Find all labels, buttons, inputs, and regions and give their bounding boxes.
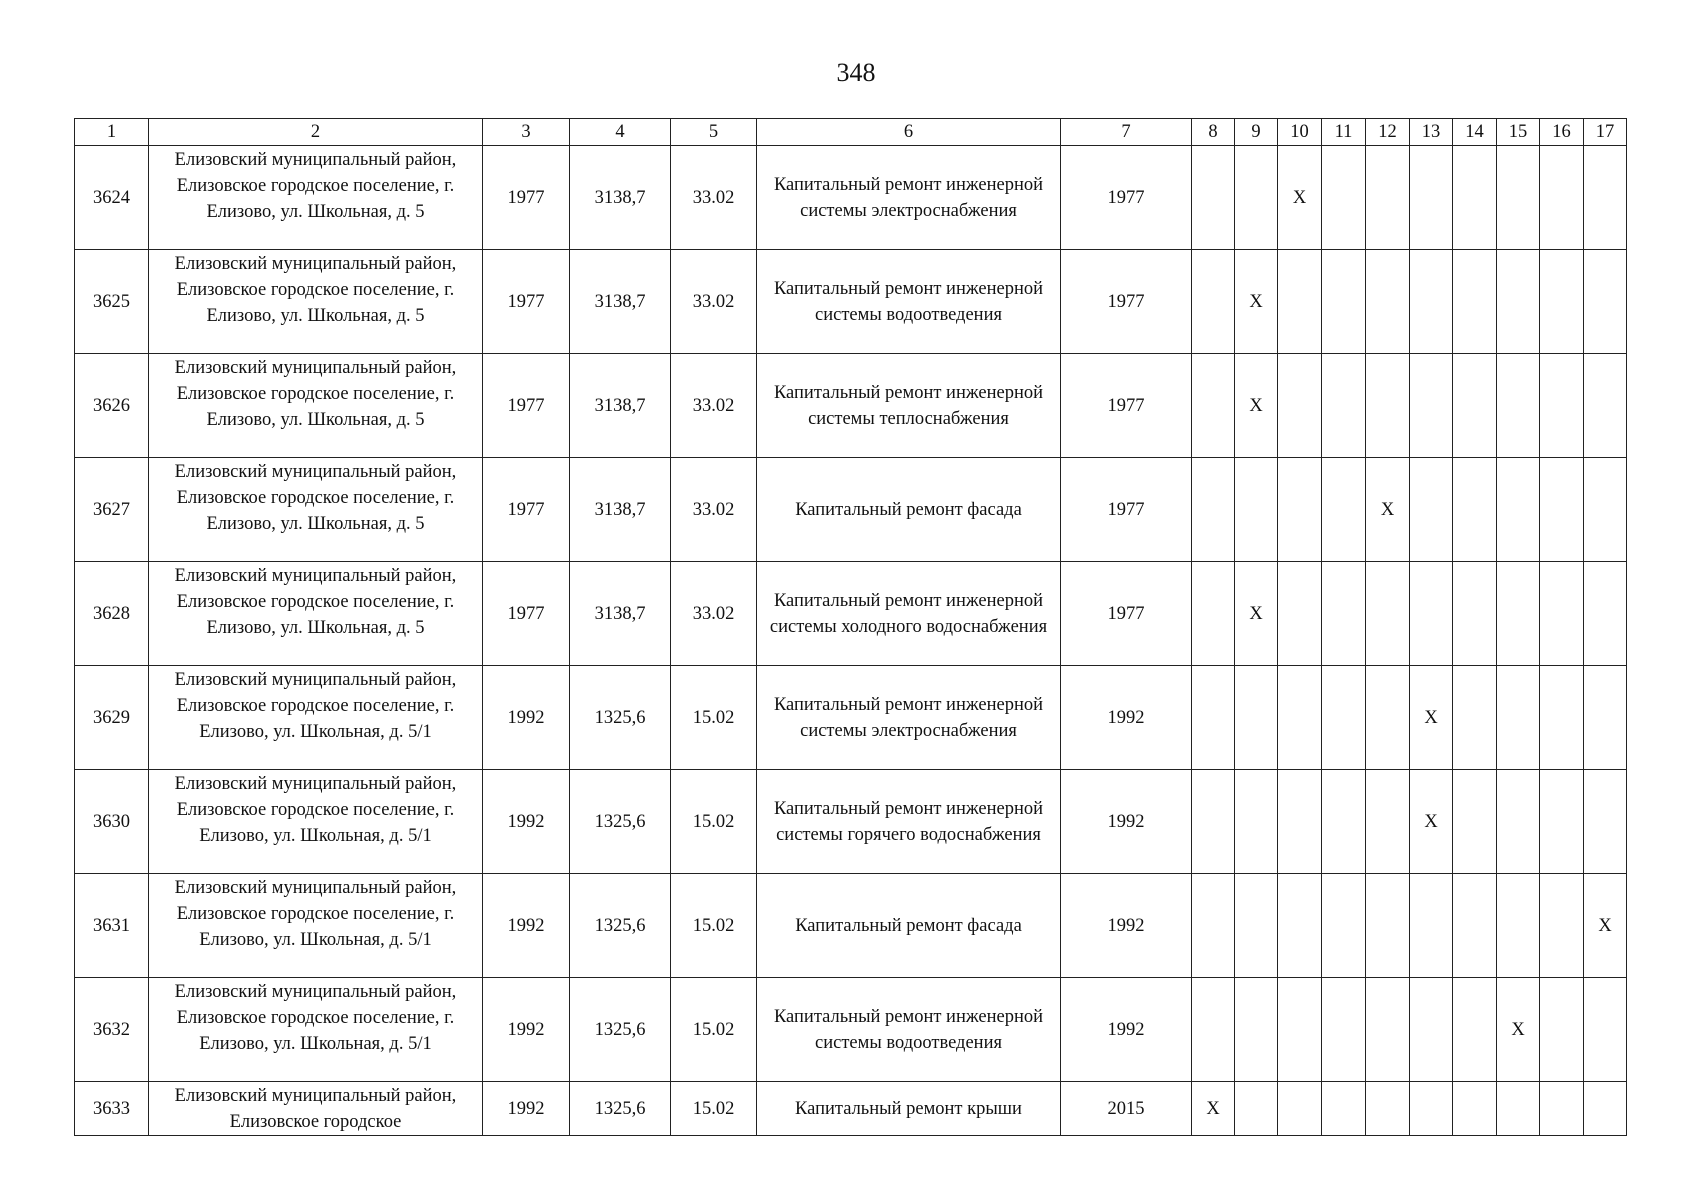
- address-cell: Елизовский муниципальный район, Елизовское городское поселение, г. Елизово, ул. Школьная, д. 5/1: [149, 770, 483, 874]
- mark-cell-col-16: [1540, 146, 1584, 250]
- table-row: [75, 146, 1627, 250]
- work-type-cell: Капитальный ремонт инженерной системы теплоснабжения: [757, 354, 1061, 458]
- mark-cell-col-8: [1192, 146, 1235, 250]
- mark-cell-col-8: [1192, 874, 1235, 978]
- work-type-cell: Капитальный ремонт инженерной системы электроснабжения: [757, 666, 1061, 770]
- column-header-14: 14: [1453, 119, 1497, 146]
- address-cell: Елизовский муниципальный район, Елизовское городское поселение, г. Елизово, ул. Школьная, д. 5: [149, 354, 483, 458]
- row-number-cell: 3633: [75, 1082, 149, 1136]
- year-built-cell: 1992: [483, 874, 570, 978]
- column-header-1: 1: [75, 119, 149, 146]
- mark-cell-col-11: [1322, 250, 1366, 354]
- area-cell: 1325,6: [570, 770, 671, 874]
- table-row: [75, 458, 1627, 562]
- table-row: [75, 874, 1627, 978]
- column-header-10: 10: [1278, 119, 1322, 146]
- work-type-cell: Капитальный ремонт инженерной системы холодного водоснабжения: [757, 562, 1061, 666]
- planned-year-cell: 2015: [1061, 1082, 1192, 1136]
- planned-year-cell: 1977: [1061, 458, 1192, 562]
- column-header-7: 7: [1061, 119, 1192, 146]
- area-cell: 1325,6: [570, 978, 671, 1082]
- mark-cell-col-12: [1366, 978, 1410, 1082]
- address-cell: Елизовский муниципальный район, Елизовское городское поселение, г. Елизово, ул. Школьная, д. 5: [149, 250, 483, 354]
- column-header-2: 2: [149, 119, 483, 146]
- mark-cell-col-17: [1584, 146, 1627, 250]
- mark-cell-col-14: [1453, 978, 1497, 1082]
- mark-cell-col-8: X: [1192, 1082, 1235, 1136]
- column-number-header-row: [75, 119, 1627, 146]
- code-cell: 15.02: [671, 978, 757, 1082]
- mark-cell-col-11: [1322, 354, 1366, 458]
- mark-cell-col-12: [1366, 146, 1410, 250]
- mark-cell-col-10: [1278, 770, 1322, 874]
- mark-cell-col-13: [1410, 562, 1453, 666]
- mark-cell-col-17: [1584, 1082, 1627, 1136]
- row-number-cell: 3625: [75, 250, 149, 354]
- mark-cell-col-11: [1322, 874, 1366, 978]
- code-cell: 33.02: [671, 146, 757, 250]
- planned-year-cell: 1992: [1061, 874, 1192, 978]
- work-type-cell: Капитальный ремонт фасада: [757, 458, 1061, 562]
- column-header-11: 11: [1322, 119, 1366, 146]
- mark-cell-col-17: [1584, 770, 1627, 874]
- mark-cell-col-11: [1322, 978, 1366, 1082]
- row-number-cell: 3632: [75, 978, 149, 1082]
- work-type-cell: Капитальный ремонт инженерной системы водоотведения: [757, 978, 1061, 1082]
- row-number-cell: 3628: [75, 562, 149, 666]
- mark-cell-col-13: [1410, 1082, 1453, 1136]
- table-row: [75, 666, 1627, 770]
- table-row: [75, 1082, 1627, 1136]
- mark-cell-col-9: [1235, 1082, 1278, 1136]
- mark-cell-col-10: [1278, 250, 1322, 354]
- mark-cell-col-11: [1322, 1082, 1366, 1136]
- mark-cell-col-8: [1192, 978, 1235, 1082]
- mark-cell-col-8: [1192, 562, 1235, 666]
- mark-cell-col-14: [1453, 770, 1497, 874]
- mark-cell-col-14: [1453, 458, 1497, 562]
- area-cell: 3138,7: [570, 146, 671, 250]
- mark-cell-col-15: [1497, 146, 1540, 250]
- address-cell: Елизовский муниципальный район, Елизовское городское поселение, г. Елизово, ул. Школьная, д. 5/1: [149, 666, 483, 770]
- table-row: [75, 770, 1627, 874]
- area-cell: 3138,7: [570, 250, 671, 354]
- mark-cell-col-17: [1584, 978, 1627, 1082]
- mark-cell-col-17: [1584, 562, 1627, 666]
- planned-year-cell: 1977: [1061, 250, 1192, 354]
- address-cell: Елизовский муниципальный район, Елизовское городское поселение, г. Елизово, ул. Школьная, д. 5/1: [149, 874, 483, 978]
- column-header-3: 3: [483, 119, 570, 146]
- column-header-16: 16: [1540, 119, 1584, 146]
- mark-cell-col-15: [1497, 562, 1540, 666]
- mark-cell-col-15: X: [1497, 978, 1540, 1082]
- mark-cell-col-8: [1192, 458, 1235, 562]
- mark-cell-col-16: [1540, 562, 1584, 666]
- planned-year-cell: 1992: [1061, 978, 1192, 1082]
- mark-cell-col-9: [1235, 666, 1278, 770]
- mark-cell-col-14: [1453, 1082, 1497, 1136]
- mark-cell-col-14: [1453, 146, 1497, 250]
- mark-cell-col-14: [1453, 562, 1497, 666]
- column-header-9: 9: [1235, 119, 1278, 146]
- address-cell: Елизовский муниципальный район, Елизовское городское: [149, 1082, 483, 1136]
- mark-cell-col-15: [1497, 458, 1540, 562]
- mark-cell-col-15: [1497, 874, 1540, 978]
- mark-cell-col-14: [1453, 666, 1497, 770]
- mark-cell-col-16: [1540, 978, 1584, 1082]
- mark-cell-col-11: [1322, 770, 1366, 874]
- column-header-4: 4: [570, 119, 671, 146]
- mark-cell-col-16: [1540, 250, 1584, 354]
- mark-cell-col-16: [1540, 666, 1584, 770]
- address-cell: Елизовский муниципальный район, Елизовское городское поселение, г. Елизово, ул. Школьная, д. 5: [149, 146, 483, 250]
- mark-cell-col-13: X: [1410, 666, 1453, 770]
- mark-cell-col-9: [1235, 874, 1278, 978]
- code-cell: 15.02: [671, 666, 757, 770]
- planned-year-cell: 1977: [1061, 146, 1192, 250]
- planned-year-cell: 1977: [1061, 354, 1192, 458]
- code-cell: 15.02: [671, 874, 757, 978]
- mark-cell-col-12: [1366, 874, 1410, 978]
- mark-cell-col-17: [1584, 250, 1627, 354]
- column-header-13: 13: [1410, 119, 1453, 146]
- mark-cell-col-11: [1322, 562, 1366, 666]
- table-row: [75, 978, 1627, 1082]
- mark-cell-col-13: [1410, 874, 1453, 978]
- mark-cell-col-13: [1410, 146, 1453, 250]
- address-cell: Елизовский муниципальный район, Елизовское городское поселение, г. Елизово, ул. Школьная, д. 5/1: [149, 978, 483, 1082]
- mark-cell-col-9: [1235, 770, 1278, 874]
- address-cell: Елизовский муниципальный район, Елизовское городское поселение, г. Елизово, ул. Школьная, д. 5: [149, 562, 483, 666]
- mark-cell-col-9: X: [1235, 354, 1278, 458]
- table-row: [75, 250, 1627, 354]
- code-cell: 33.02: [671, 562, 757, 666]
- mark-cell-col-13: [1410, 978, 1453, 1082]
- mark-cell-col-14: [1453, 250, 1497, 354]
- mark-cell-col-12: [1366, 250, 1410, 354]
- code-cell: 33.02: [671, 458, 757, 562]
- mark-cell-col-16: [1540, 770, 1584, 874]
- mark-cell-col-17: [1584, 666, 1627, 770]
- mark-cell-col-12: [1366, 562, 1410, 666]
- mark-cell-col-14: [1453, 874, 1497, 978]
- year-built-cell: 1977: [483, 562, 570, 666]
- document-table-container: [74, 118, 1627, 1136]
- mark-cell-col-8: [1192, 666, 1235, 770]
- area-cell: 1325,6: [570, 1082, 671, 1136]
- mark-cell-col-13: [1410, 458, 1453, 562]
- mark-cell-col-9: [1235, 146, 1278, 250]
- table-row: [75, 354, 1627, 458]
- row-number-cell: 3626: [75, 354, 149, 458]
- column-header-15: 15: [1497, 119, 1540, 146]
- area-cell: 1325,6: [570, 874, 671, 978]
- mark-cell-col-11: [1322, 666, 1366, 770]
- mark-cell-col-12: [1366, 1082, 1410, 1136]
- table-row: [75, 562, 1627, 666]
- work-type-cell: Капитальный ремонт инженерной системы горячего водоснабжения: [757, 770, 1061, 874]
- planned-year-cell: 1992: [1061, 770, 1192, 874]
- mark-cell-col-14: [1453, 354, 1497, 458]
- mark-cell-col-17: [1584, 354, 1627, 458]
- code-cell: 33.02: [671, 250, 757, 354]
- area-cell: 3138,7: [570, 562, 671, 666]
- mark-cell-col-15: [1497, 1082, 1540, 1136]
- mark-cell-col-16: [1540, 354, 1584, 458]
- mark-cell-col-10: [1278, 458, 1322, 562]
- mark-cell-col-8: [1192, 770, 1235, 874]
- mark-cell-col-9: [1235, 458, 1278, 562]
- mark-cell-col-10: [1278, 874, 1322, 978]
- mark-cell-col-13: [1410, 250, 1453, 354]
- mark-cell-col-12: [1366, 666, 1410, 770]
- mark-cell-col-16: [1540, 458, 1584, 562]
- area-cell: 3138,7: [570, 354, 671, 458]
- table-body: [75, 146, 1627, 1136]
- page-number: 348: [836, 58, 876, 87]
- mark-cell-col-16: [1540, 874, 1584, 978]
- year-built-cell: 1992: [483, 978, 570, 1082]
- mark-cell-col-15: [1497, 666, 1540, 770]
- year-built-cell: 1992: [483, 1082, 570, 1136]
- code-cell: 33.02: [671, 354, 757, 458]
- mark-cell-col-12: [1366, 354, 1410, 458]
- mark-cell-col-10: [1278, 1082, 1322, 1136]
- year-built-cell: 1992: [483, 666, 570, 770]
- row-number-cell: 3630: [75, 770, 149, 874]
- row-number-cell: 3627: [75, 458, 149, 562]
- mark-cell-col-17: X: [1584, 874, 1627, 978]
- row-number-cell: 3624: [75, 146, 149, 250]
- row-number-cell: 3631: [75, 874, 149, 978]
- column-header-12: 12: [1366, 119, 1410, 146]
- work-type-cell: Капитальный ремонт инженерной системы электроснабжения: [757, 146, 1061, 250]
- capital-repair-table: [74, 118, 1627, 1136]
- year-built-cell: 1977: [483, 146, 570, 250]
- work-type-cell: Капитальный ремонт фасада: [757, 874, 1061, 978]
- mark-cell-col-10: [1278, 354, 1322, 458]
- area-cell: 1325,6: [570, 666, 671, 770]
- mark-cell-col-16: [1540, 1082, 1584, 1136]
- year-built-cell: 1977: [483, 458, 570, 562]
- mark-cell-col-10: [1278, 562, 1322, 666]
- planned-year-cell: 1977: [1061, 562, 1192, 666]
- code-cell: 15.02: [671, 1082, 757, 1136]
- mark-cell-col-13: X: [1410, 770, 1453, 874]
- area-cell: 3138,7: [570, 458, 671, 562]
- mark-cell-col-9: X: [1235, 562, 1278, 666]
- planned-year-cell: 1992: [1061, 666, 1192, 770]
- mark-cell-col-11: [1322, 458, 1366, 562]
- year-built-cell: 1977: [483, 250, 570, 354]
- mark-cell-col-15: [1497, 354, 1540, 458]
- row-number-cell: 3629: [75, 666, 149, 770]
- mark-cell-col-17: [1584, 458, 1627, 562]
- address-cell: Елизовский муниципальный район, Елизовское городское поселение, г. Елизово, ул. Школьная, д. 5: [149, 458, 483, 562]
- mark-cell-col-9: [1235, 978, 1278, 1082]
- work-type-cell: Капитальный ремонт инженерной системы водоотведения: [757, 250, 1061, 354]
- mark-cell-col-13: [1410, 354, 1453, 458]
- mark-cell-col-9: X: [1235, 250, 1278, 354]
- column-header-6: 6: [757, 119, 1061, 146]
- mark-cell-col-11: [1322, 146, 1366, 250]
- mark-cell-col-10: X: [1278, 146, 1322, 250]
- work-type-cell: Капитальный ремонт крыши: [757, 1082, 1061, 1136]
- mark-cell-col-8: [1192, 250, 1235, 354]
- mark-cell-col-10: [1278, 978, 1322, 1082]
- column-header-17: 17: [1584, 119, 1627, 146]
- column-header-8: 8: [1192, 119, 1235, 146]
- mark-cell-col-8: [1192, 354, 1235, 458]
- year-built-cell: 1992: [483, 770, 570, 874]
- column-header-5: 5: [671, 119, 757, 146]
- mark-cell-col-10: [1278, 666, 1322, 770]
- mark-cell-col-12: [1366, 770, 1410, 874]
- mark-cell-col-15: [1497, 250, 1540, 354]
- mark-cell-col-15: [1497, 770, 1540, 874]
- mark-cell-col-12: X: [1366, 458, 1410, 562]
- code-cell: 15.02: [671, 770, 757, 874]
- year-built-cell: 1977: [483, 354, 570, 458]
